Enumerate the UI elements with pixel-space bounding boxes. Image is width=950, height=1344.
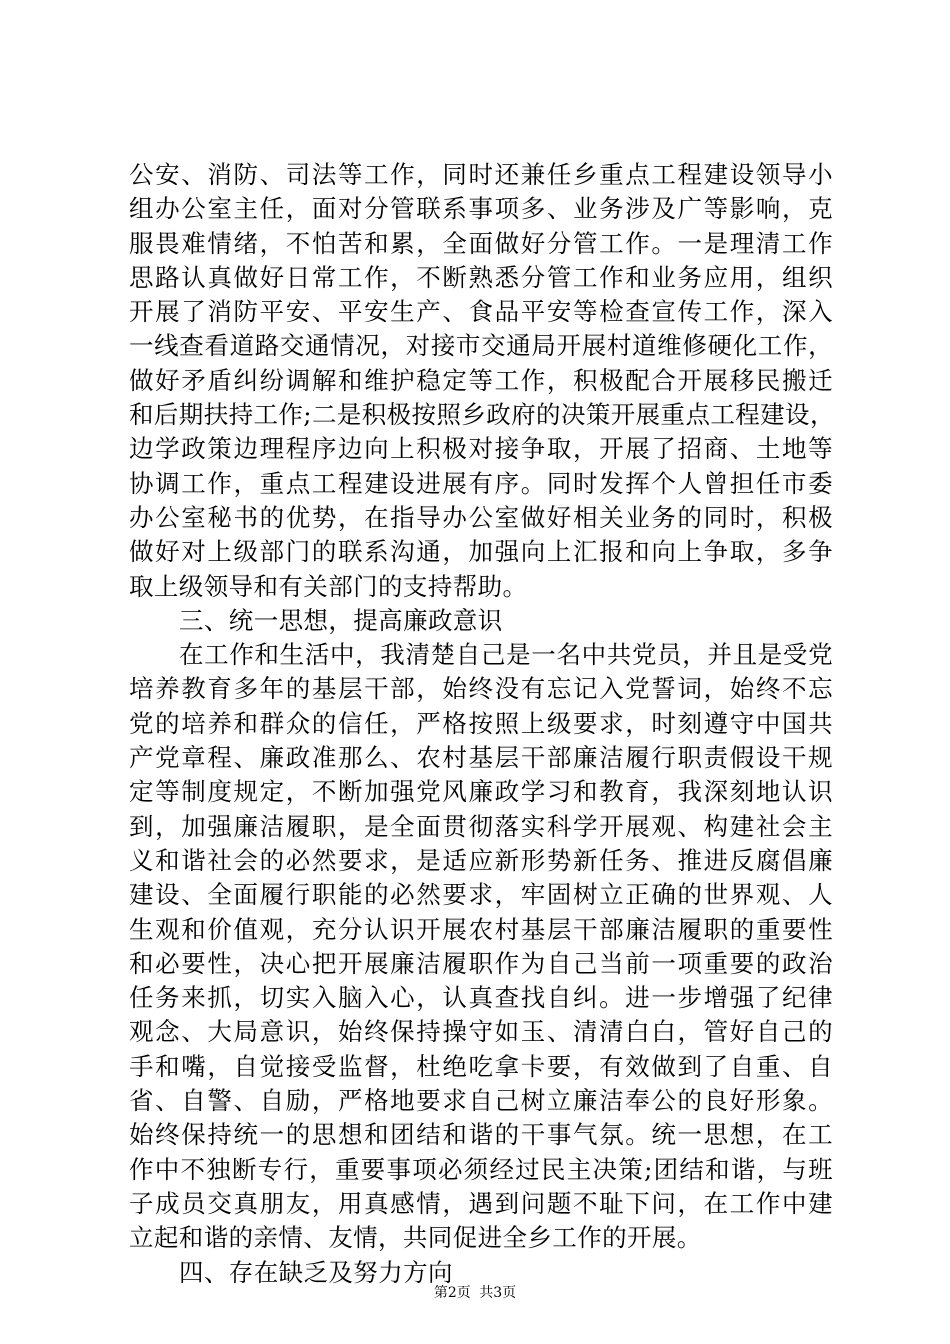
page-total: 共3页 xyxy=(479,1285,517,1301)
text-line: 开展了消防平安、平安生产、食品平安等检查宣传工作，深入 xyxy=(129,297,833,327)
text-line: 服畏难情绪，不怕苦和累，全面做好分管工作。一是理清工作 xyxy=(129,228,833,258)
text-line: 协调工作，重点工程建设进展有序。同时发挥个人曾担任市委 xyxy=(129,468,833,498)
text-line: 子成员交真朋友，用真感情，遇到问题不耻下问，在工作中建 xyxy=(129,1188,833,1218)
text-line: 生观和价值观，充分认识开展农村基层干部廉洁履职的重要性 xyxy=(129,914,833,944)
text-line: 始终保持统一的思想和团结和谐的干事气氛。统一思想，在工 xyxy=(129,1120,833,1150)
page-footer xyxy=(0,1283,950,1303)
text-line: 边学政策边理程序边向上积极对接争取，开展了招商、土地等 xyxy=(129,434,833,464)
text-line: 培养教育多年的基层干部，始终没有忘记入党誓词，始终不忘 xyxy=(129,674,833,704)
paragraph xyxy=(129,638,833,1255)
paragraph xyxy=(129,158,833,604)
text-line: 四、存在缺乏及努力方向 xyxy=(179,1257,453,1287)
text-line: 产党章程、廉政准那么、农村基层干部廉洁履行职责假设干规 xyxy=(129,743,833,773)
text-line: 任务来抓，切实入脑入心，认真查找自纠。进一步增强了纪律 xyxy=(129,983,833,1013)
text-line: 办公室秘书的优势，在指导办公室做好相关业务的同时，积极 xyxy=(129,502,833,532)
section-heading xyxy=(129,604,833,638)
text-line: 思路认真做好日常工作，不断熟悉分管工作和业务应用，组织 xyxy=(129,262,833,292)
text-line: 省、自警、自励，严格地要求自己树立廉洁奉公的良好形象。 xyxy=(129,1086,833,1116)
text-line: 组办公室主任，面对分管联系事项多、业务涉及广等影响，克 xyxy=(129,194,833,224)
text-line: 一线查看道路交通情况，对接市交通局开展村道维修硬化工作， xyxy=(129,331,833,361)
text-line: 做好对上级部门的联系沟通，加强向上汇报和向上争取，多争 xyxy=(129,537,833,567)
text-line: 做好矛盾纠纷调解和维护稳定等工作，积极配合开展移民搬迁 xyxy=(129,365,833,395)
text-line: 手和嘴，自觉接受监督，杜绝吃拿卡要，有效做到了自重、自 xyxy=(129,1051,833,1081)
text-line: 党的培养和群众的信任，严格按照上级要求，时刻遵守中国共 xyxy=(129,708,833,738)
page-number: 第2页 xyxy=(433,1285,471,1301)
text-line: 取上级领导和有关部门的支持帮助。 xyxy=(129,571,528,601)
text-line: 到，加强廉洁履职，是全面贯彻落实科学开展观、构建社会主 xyxy=(129,811,833,841)
text-line: 观念、大局意识，始终保持操守如玉、清清白白，管好自己的 xyxy=(129,1017,833,1047)
text-line: 公安、消防、司法等工作，同时还兼任乡重点工程建设领导小 xyxy=(129,160,833,189)
text-line: 建设、全面履行职能的必然要求，牢固树立正确的世界观、人 xyxy=(129,880,833,910)
text-line: 立起和谐的亲情、友情，共同促进全乡工作的开展。 xyxy=(129,1223,702,1253)
document-body xyxy=(129,158,833,1290)
text-line: 和后期扶持工作;二是积极按照乡政府的决策开展重点工程建设， xyxy=(129,400,835,430)
text-line: 在工作和生活中，我清楚自己是一名中共党员，并且是受党 xyxy=(179,640,833,670)
text-line: 三、统一思想，提高廉政意识 xyxy=(179,605,503,635)
text-line: 作中不独断专行，重要事项必须经过民主决策;团结和谐，与班 xyxy=(129,1154,833,1184)
text-line: 义和谐社会的必然要求，是适应新形势新任务、推进反腐倡廉 xyxy=(129,845,833,875)
text-line: 定等制度规定，不断加强党风廉政学习和教育，我深刻地认识 xyxy=(129,777,833,807)
text-line: 和必要性，决心把开展廉洁履职作为自己当前一项重要的政治 xyxy=(129,948,833,978)
